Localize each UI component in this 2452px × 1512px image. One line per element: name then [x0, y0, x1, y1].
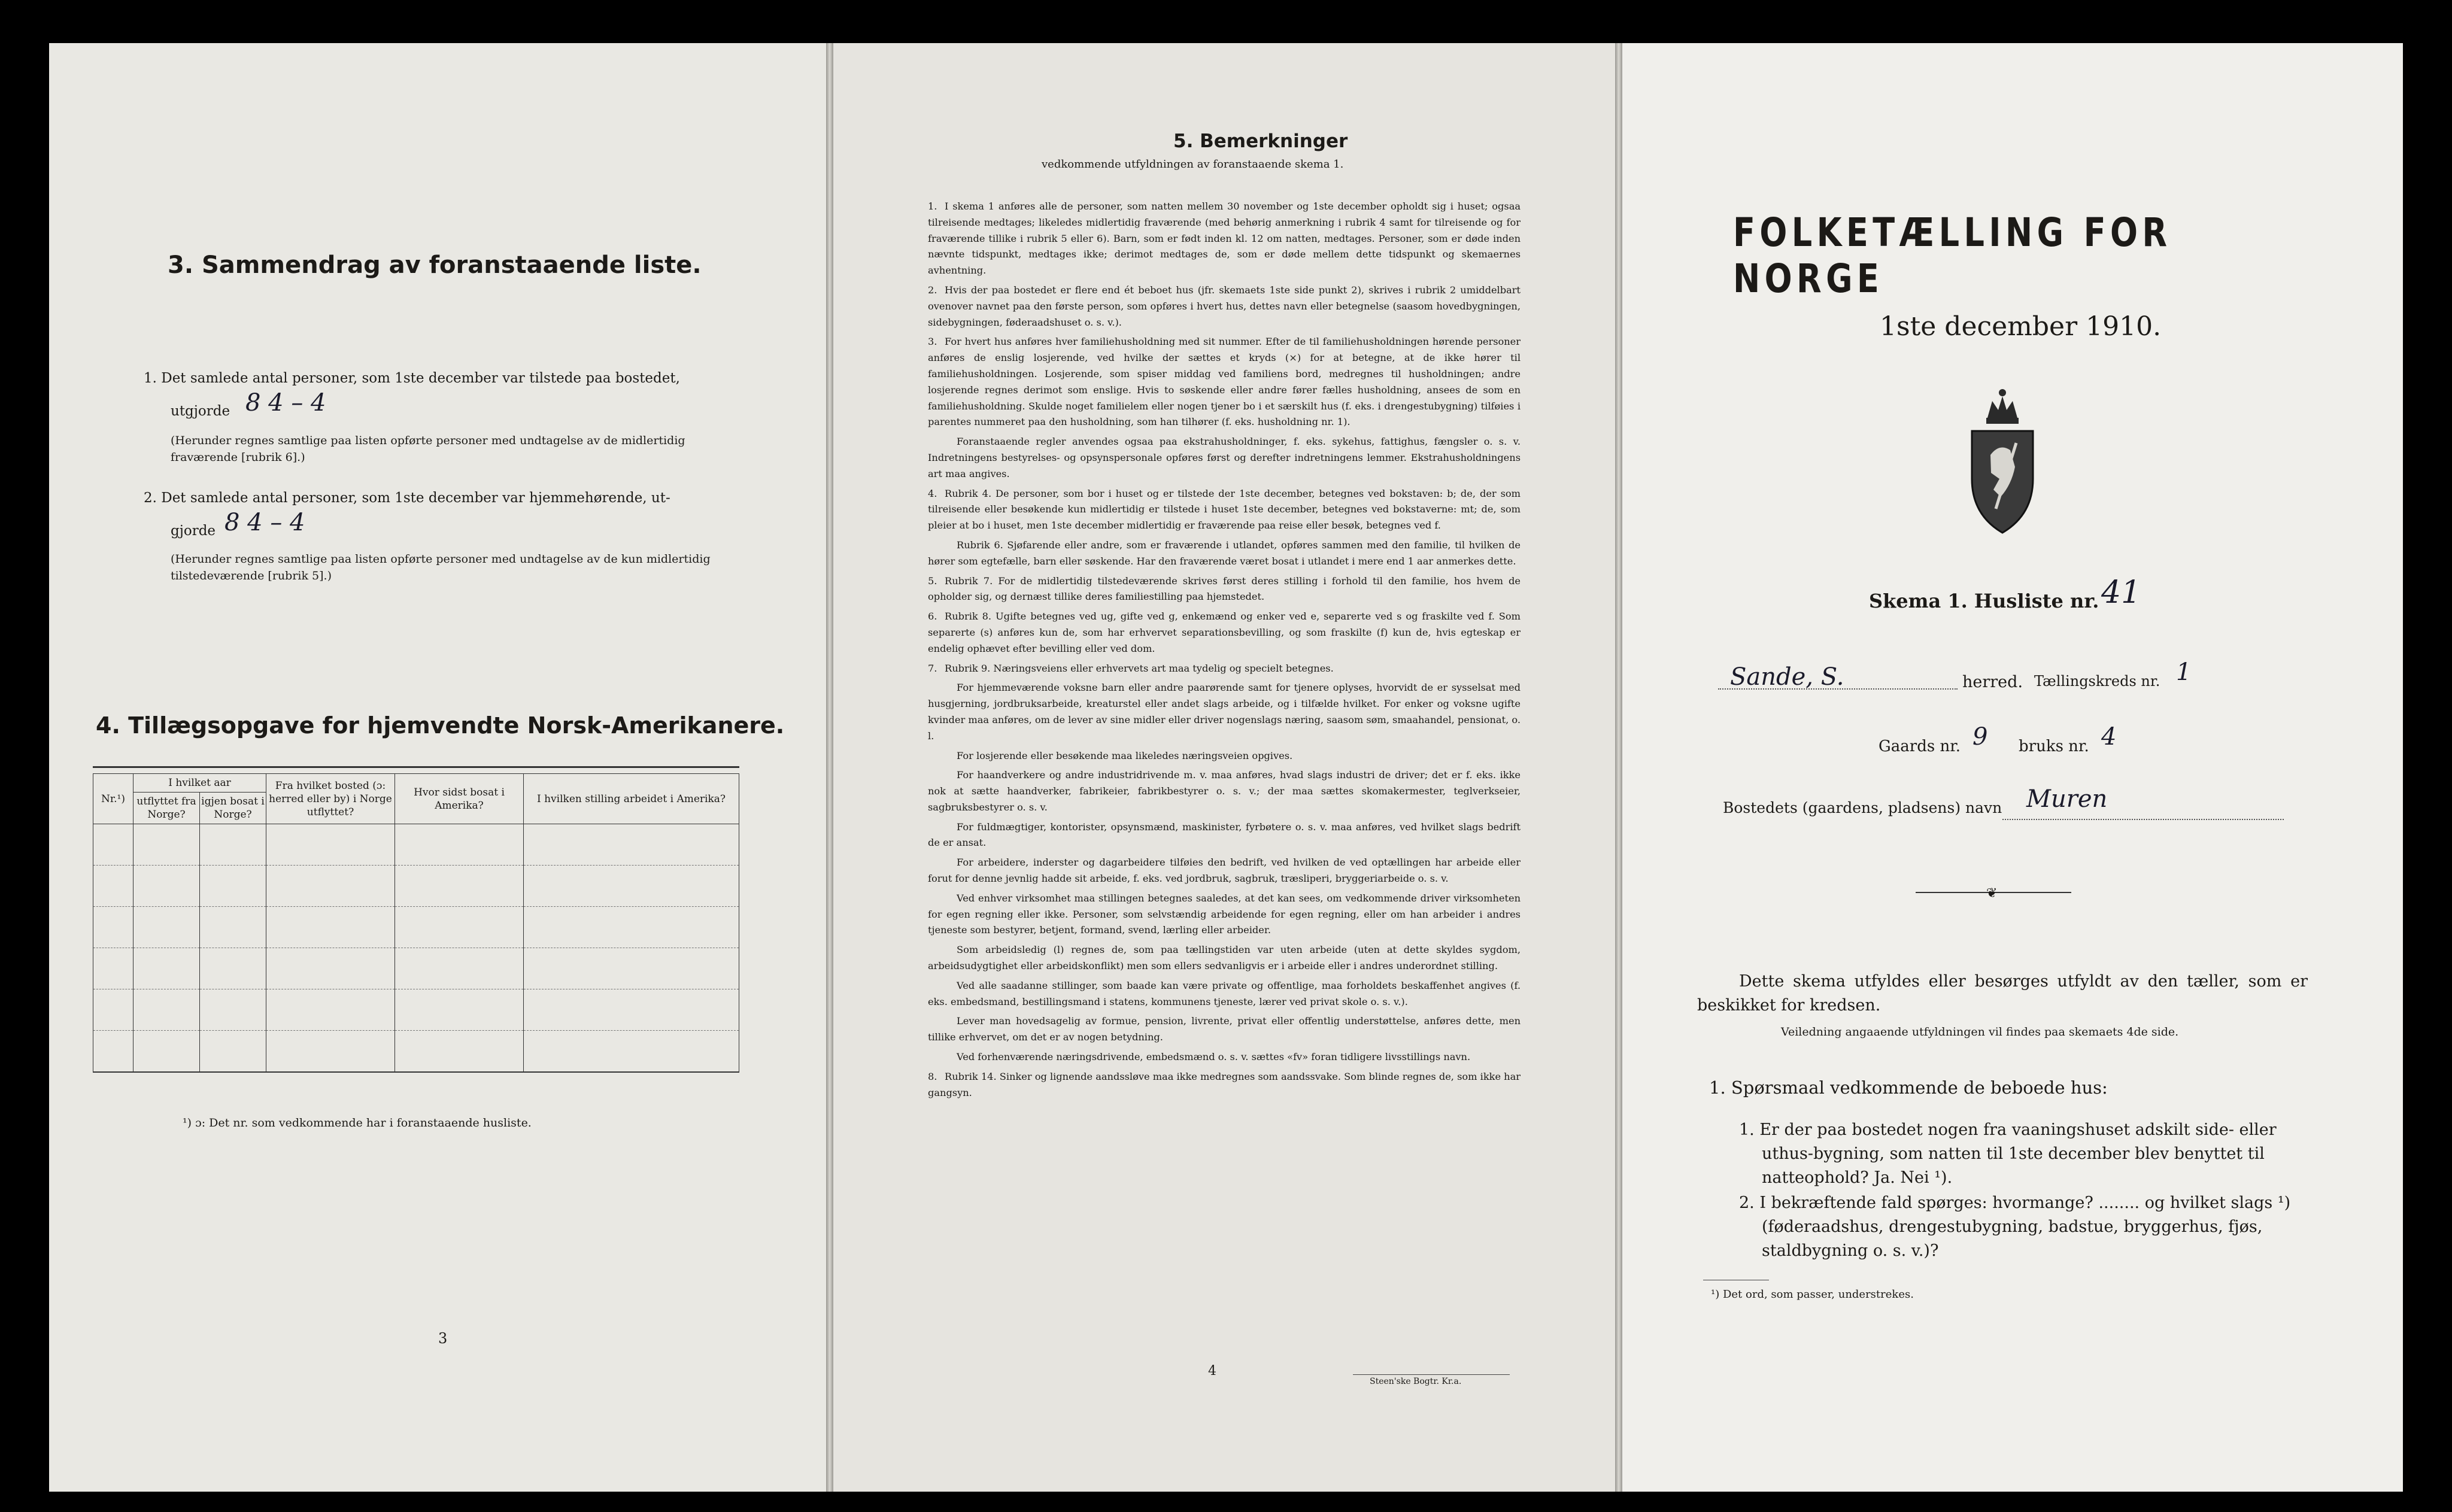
- remark-text: For fuldmægtiger, kontorister, opsynsmænd, maskinister, fyrbøtere o. s. v. maa anføres, ved hvilket slags bedrift de er ansat.: [928, 821, 1521, 849]
- remark-item: [928, 942, 1521, 974]
- remark-number: 1.: [928, 201, 937, 212]
- remarks-list: [928, 199, 1521, 1104]
- remark-item: [928, 1049, 1521, 1065]
- printer-rule: [1353, 1374, 1510, 1375]
- remarks-subheading: vedkommende utfyldningen av foranstaaende skema 1.: [1042, 158, 1344, 171]
- table-row: [93, 1031, 739, 1073]
- remark-number: 8.: [928, 1070, 937, 1082]
- section3-title: 3. Sammendrag av foranstaaende liste.: [168, 251, 702, 279]
- fold-2: [1615, 43, 1622, 1492]
- bosted-label: Bostedets (gaardens, pladsens) navn: [1723, 799, 2002, 816]
- remark-text: Rubrik 8. Ugifte betegnes ved ug, gifte ved g, enkemænd og enker ved e, separerte ved s og fraskilte ved f. Som separerte (s) anføres kun de, som har erhvervet separationsbevilling, og som fraskilte (f) kun de, hvis egteskap er endelig ophævet efter bevilling eller ved dom.: [928, 611, 1521, 654]
- remark-text: Hvis der paa bostedet er flere end ét beboet hus (jfr. skemaets 1ste side punkt 2), skrives i rubrik 2 umiddelbart ovenover navnet paa den første person, som opføres i hvert hus, dettes navn eller betegnelse (saasom hovedbygningen, sidebygningen, føderaadshuset o. s. v.).: [928, 284, 1521, 328]
- kreds-label: Tællingskreds nr.: [2034, 673, 2160, 690]
- herred-value: Sande, S.: [1730, 663, 1844, 691]
- table-row: [93, 948, 739, 989]
- remark-item: [928, 891, 1521, 939]
- remark-text: Rubrik 7. For de midlertidig tilstedeværende skrives først deres stilling i forhold til den familie, hos hvem de opholder sig, og dernæst tillike deres familiestilling paa hjemstedet.: [928, 575, 1521, 603]
- table-row: [93, 866, 739, 907]
- census-title: FOLKETÆLLING FOR NORGE: [1733, 210, 2172, 302]
- bruks-label: bruks nr.: [2019, 737, 2089, 755]
- census-date: 1ste december 1910.: [1880, 311, 2162, 342]
- table-row: [93, 989, 739, 1031]
- bosted-line: [2002, 819, 2284, 820]
- remark-text: Rubrik 4. De personer, som bor i huset og er tilstede der 1ste december, betegnes ved bokstaven: b; de, der som tilreisende eller besøkende kun midlertidig er tilstede i huset 1ste december, betegnes ved bokstaverne: mt; de, som pleier at bo i huset, men 1ste december midlertidig er fraværende paa reise eller besøk, betegnes ved f.: [928, 487, 1521, 532]
- question-2: 2. I bekræftende fald spørges: hvormange? ........ og hvilket slags ¹) (føderaadshus, drengestubygning, badstue, bryggerhus, fjøs, staldbygning o. s. v.)?: [1739, 1194, 2291, 1260]
- remark-item: [928, 283, 1521, 330]
- page-number-4: 4: [1208, 1364, 1216, 1379]
- printer-credit: Steen'ske Bogtr. Kr.a.: [1370, 1377, 1462, 1386]
- fold-1: [826, 43, 833, 1492]
- remark-text: Ved forhenværende næringsdrivende, embedsmænd o. s. v. sættes «fv» foran tidligere livsstillings navn.: [957, 1051, 1471, 1063]
- remark-number: 2.: [928, 284, 937, 296]
- remark-number: 7.: [928, 662, 937, 674]
- remark-item: [928, 199, 1521, 279]
- remark-number: 3.: [928, 336, 937, 348]
- item2-label: gjorde: [171, 523, 216, 539]
- remark-number: 4.: [928, 487, 937, 499]
- remark-item: [928, 1013, 1521, 1046]
- skema-label: Skema 1. Husliste nr.: [1869, 590, 2099, 612]
- bosted-value: Muren: [2026, 785, 2108, 813]
- table-footnote: ¹) ɔ: Det nr. som vedkommende har i foranstaaende husliste.: [183, 1116, 532, 1130]
- section4-title: 4. Tillægsopgave for hjemvendte Norsk-Amerikanere.: [96, 712, 785, 739]
- item2-text: 2. Det samlede antal personer, som 1ste december var hjemmehørende, ut-: [144, 490, 670, 506]
- th-year-group: I hvilket aar: [133, 774, 266, 793]
- remark-item: [928, 609, 1521, 657]
- th-nr: Nr.¹): [93, 774, 133, 824]
- remark-text: For arbeidere, inderster og dagarbeidere tilføies den bedrift, ved hvilken de ved optællingen har arbeide eller forut for denne jevnlig hadde sit arbeide, f. eks. ved jordbruk, sagbruk, træsliperi, bryggeriarbeide o. s. v.: [928, 857, 1521, 885]
- page3-footnote: ¹) Det ord, som passer, understrekes.: [1711, 1288, 1914, 1301]
- remark-text: For haandverkere og andre industridrivende m. v. maa anføres, hvad slags industri de driver; det er f. eks. ikke nok at sætte haandverker, fabrikeier, fabrikbestyrer o. s. v.; der maa sættes skomakermester, teglverkseier, sagbruksbestyrer o. s. v.: [928, 769, 1521, 813]
- remark-item: [928, 538, 1521, 570]
- remark-item: [928, 748, 1521, 764]
- norsk-amerikanere-table: [93, 773, 739, 1073]
- item2-value: 8 4 – 4: [224, 509, 305, 536]
- item1-value: 8 4 – 4: [245, 389, 326, 417]
- remark-text: Ved enhver virksomhet maa stillingen betegnes saaledes, at det kan sees, om vedkommende driver virksomheten for egen regning eller ikke. Personer, som selvstændig arbeidende for egen regning, eller om han arbeider i andres tjeneste som bestyrer, betjent, formand, svend, lærling eller arbeider.: [928, 892, 1521, 936]
- remark-item: [928, 767, 1521, 815]
- remark-text: For losjerende eller besøkende maa likeledes næringsveien opgives.: [957, 749, 1293, 761]
- remark-text: For hjemmeværende voksne barn eller andre paarørende samt for tjenere oplyses, hvorvidt de er sysselsat med husgjerning, jordbruksarbeide, kreaturstel eller andet slags arbeide, og i tilfælde hvilket. For enker og voksne ugifte kvinder maa anføres, om de lever av sine midler eller driver nogenslags næring, saasom søm, smaahandel, pensionat, o. l.: [928, 682, 1521, 742]
- remark-item: [928, 334, 1521, 430]
- item2-note: (Herunder regnes samtlige paa listen opførte personer med undtagelse av de kun midlertidig tilstedeværende [rubrik 5].): [171, 552, 711, 582]
- remark-item: [928, 819, 1521, 852]
- remark-text: Som arbeidsledig (l) regnes de, som paa tællingstiden var uten arbeide (uten at dette skyldes sygdom, arbeidsudygtighet eller arbeidskonflikt) men som ellers sedvanligvis er i arbeide eller i andres underordnet stilling.: [928, 944, 1521, 972]
- gaards-label: Gaards nr.: [1879, 737, 1961, 755]
- remark-text: Ved alle saadanne stillinger, som baade kan være private og offentlige, maa forholdets beskaffenhet angives (f. eks. embedsmand, bestillingsmand i statens, kommunens tjeneste, lærer ved privat skole o. s. v.).: [928, 979, 1521, 1007]
- remark-item: [928, 978, 1521, 1010]
- instruction-small: Veiledning angaaende utfyldningen vil findes paa skemaets 4de side.: [1781, 1025, 2179, 1039]
- remark-item: [928, 855, 1521, 887]
- item1-label: utgjorde: [171, 403, 230, 419]
- remark-item: [928, 434, 1521, 482]
- remark-text: Rubrik 14. Sinker og lignende aandssløve maa ikke medregnes som aandssvake. Som blinde regnes de, som ikke har gangsyn.: [928, 1070, 1521, 1098]
- remark-item: [928, 573, 1521, 606]
- page-number-3: 3: [438, 1330, 448, 1347]
- questions-heading: 1. Spørsmaal vedkommende de beboede hus:: [1709, 1077, 2108, 1098]
- th-last-where: Hvor sidst bosat i Amerika?: [395, 774, 524, 824]
- question-1: 1. Er der paa bostedet nogen fra vaaningshuset adskilt side- eller uthus-bygning, som natten til 1ste december blev benyttet til natteophold? Ja. Nei ¹).: [1739, 1121, 2277, 1187]
- th-emigrated: utflyttet fra Norge?: [133, 793, 200, 824]
- remark-item: [928, 661, 1521, 677]
- bruks-value: 4: [2101, 723, 2117, 751]
- remark-number: 5.: [928, 575, 937, 587]
- table-row: [93, 907, 739, 948]
- remark-item: [928, 486, 1521, 534]
- remark-text: Rubrik 6. Sjøfarende eller andre, som er fraværende i utlandet, opføres sammen med den familie, til hvilken de hører som egtefælle, barn eller søskende. Har den fraværende været bosat i utlandet i mere end 1 aar anmerkes dette.: [928, 539, 1521, 567]
- remark-item: [928, 1069, 1521, 1101]
- herred-label: herred.: [1962, 673, 2023, 691]
- coat-of-arms-icon: [1964, 383, 2041, 539]
- th-position: I hvilken stilling arbeidet i Amerika?: [524, 774, 739, 824]
- item1-note: (Herunder regnes samtlige paa listen opførte personer med undtagelse av de midlertidig fraværende [rubrik 6].): [171, 434, 685, 464]
- remarks-heading: 5. Bemerkninger: [1173, 130, 1348, 152]
- remark-item: [928, 680, 1521, 744]
- th-returned: igjen bosat i Norge?: [200, 793, 266, 824]
- remark-text: Foranstaaende regler anvendes ogsaa paa ekstrahusholdninger, f. eks. sykehus, fattighus, fængsler o. s. v. Indretningens bestyrelses- og opsynspersonale opføres først og derefter indretningens lemmer. Ekstrahusholdningens art maa angives.: [928, 436, 1521, 479]
- remark-text: I skema 1 anføres alle de personer, som natten mellem 30 november og 1ste december opholdt sig i huset; ogsaa tilreisende medtages; likeledes midlertidig fraværende (med behørig anmerkning i rubrik 4 samt for tilreisende og for fraværende tillike i rubrik 5 eller 6). Barn, som er født inden kl. 12 om natten, medtages. Personer, som er døde inden nævnte tidspunkt, medtages ikke; derimot medtages de, som er døde mellem dette tidspunkt og skemaernes avhentning.: [928, 201, 1521, 277]
- remark-text: For hvert hus anføres hver familiehusholdning med sit nummer. Efter de til familiehusholdningen hørende personer anføres de enslig losjerende, ved hvilke der sættes et kryds (×) for at betegne, at de ikke hører til familiehusholdningen. Losjerende, som spiser middag ved familiens bord, medregnes til husholdningen; andre losjerende regnes derimot som enslige. Hvis to søskende eller andre fører fælles husholdning, ansees de som en familiehusholdning. Skulde noget familielem eller nogen tjener bo i et særskilt hus (f. eks. i drengestubygning) tilføies i parentes nummeret paa den husholdning, som han tilhører (f. eks. husholdning nr. 1).: [928, 336, 1521, 428]
- table-row: [93, 824, 739, 866]
- husliste-number: 41: [2101, 575, 2141, 611]
- kreds-value: 1: [2176, 658, 2192, 686]
- item1-text: 1. Det samlede antal personer, som 1ste december var tilstede paa bostedet,: [144, 371, 680, 386]
- remark-text: Rubrik 9. Næringsveiens eller erhvervets art maa tydelig og specielt betegnes.: [945, 662, 1334, 674]
- remark-text: Lever man hovedsagelig av formue, pension, livrente, privat eller offentlig understøttelse, anføres dette, men tillike erhvervet, om det er av nogen betydning.: [928, 1015, 1521, 1043]
- gaards-value: 9: [1972, 723, 1988, 751]
- th-from-where: Fra hvilket bosted (ɔ: herred eller by) i Norge utflyttet?: [266, 774, 395, 824]
- table-top-rule: [93, 766, 739, 768]
- remark-number: 6.: [928, 611, 937, 623]
- ornament-icon: ❦: [1986, 886, 1998, 901]
- instruction-text: Dette skema utfyldes eller besørges utfyldt av den tæller, som er beskikket for kredsen.: [1697, 972, 2308, 1015]
